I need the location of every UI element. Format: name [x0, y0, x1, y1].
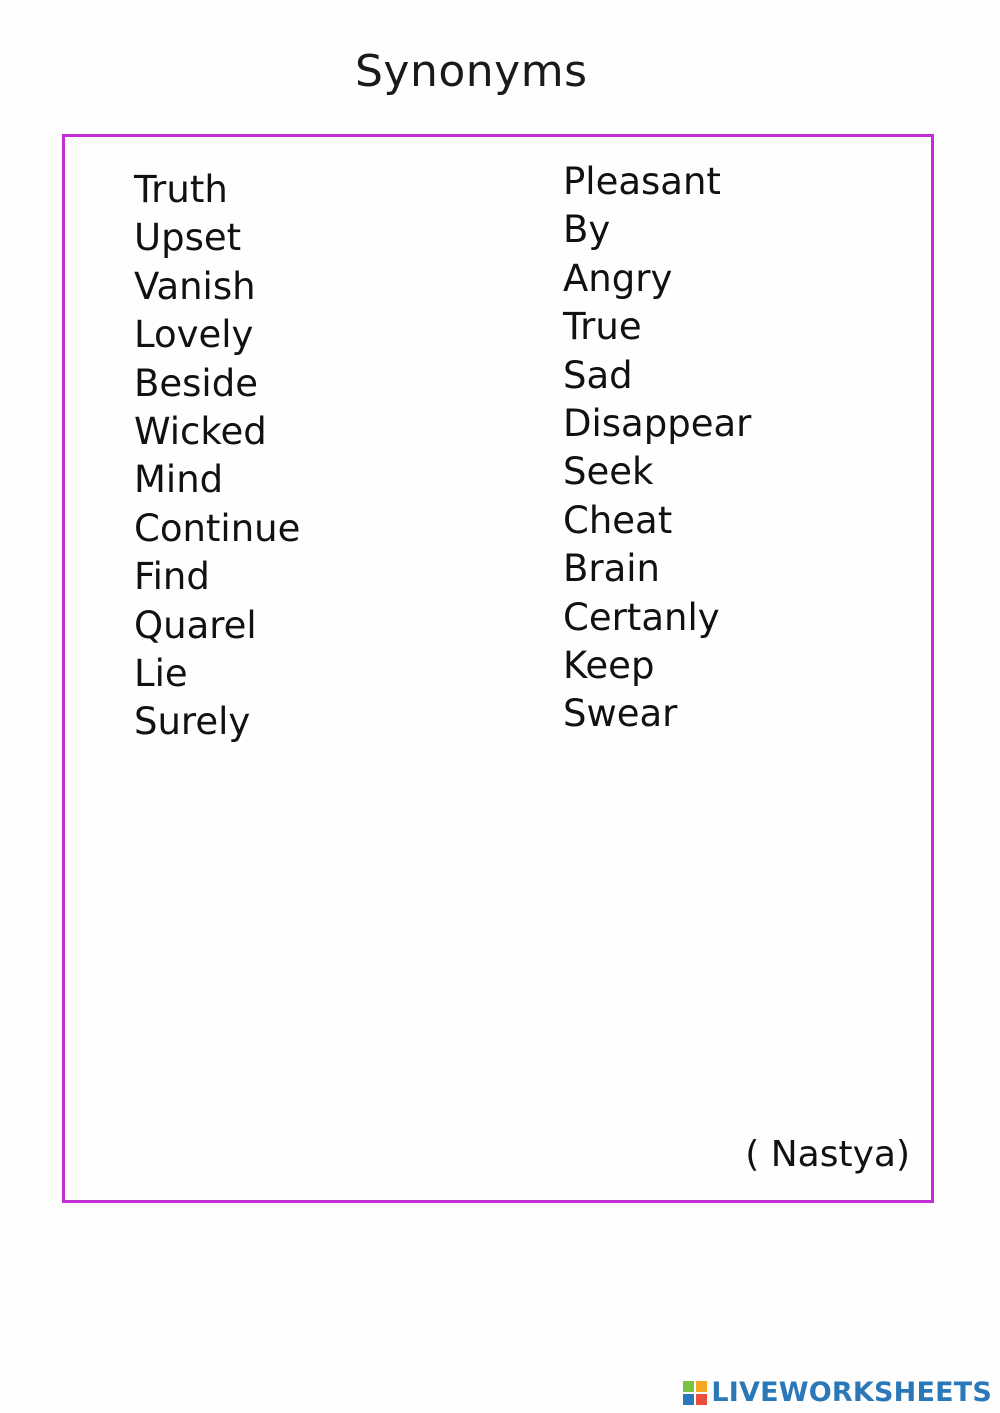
left-word: Mind — [134, 458, 224, 502]
left-word: Lie — [134, 651, 188, 695]
left-word: Beside — [134, 361, 258, 405]
right-word: True — [563, 305, 642, 349]
right-word: By — [563, 208, 611, 252]
right-word: Swear — [563, 692, 678, 736]
left-word: Vanish — [134, 264, 256, 308]
left-word: Upset — [134, 216, 242, 260]
right-word-list — [563, 158, 751, 739]
liveworksheets-logo-icon — [683, 1381, 707, 1405]
left-word: Lovely — [134, 313, 254, 357]
right-word: Seek — [563, 450, 654, 494]
left-word-list — [134, 166, 300, 747]
right-word: Angry — [563, 256, 673, 300]
right-word: Disappear — [563, 401, 752, 445]
left-word: Truth — [134, 168, 228, 211]
left-word: Wicked — [134, 409, 267, 453]
right-word: Brain — [563, 547, 660, 591]
left-word: Continue — [134, 506, 301, 550]
right-word: Keep — [563, 643, 655, 687]
left-word: Quarel — [134, 603, 257, 647]
author-credit: ( Nastya) — [745, 1134, 910, 1175]
brand-watermark — [683, 1376, 992, 1410]
page-title: Synonyms — [355, 46, 588, 97]
right-word: Pleasant — [563, 160, 721, 203]
right-word: Sad — [563, 353, 633, 397]
right-word: Cheat — [563, 498, 673, 542]
left-word: Surely — [134, 700, 251, 744]
right-word: Certanly — [563, 595, 720, 639]
brand-name: LIVEWORKSHEETS — [711, 1377, 992, 1408]
left-word: Find — [134, 555, 210, 599]
